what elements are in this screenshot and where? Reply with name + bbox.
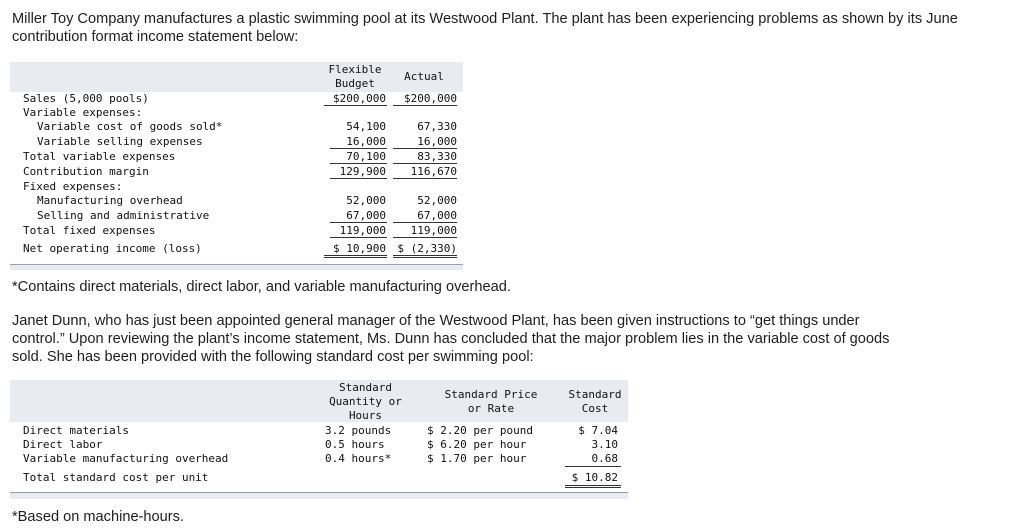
header-flexible-line1: Flexible: [328, 63, 382, 76]
actual-value: 67,330: [417, 120, 457, 133]
row-label: Variable expenses:: [23, 106, 143, 119]
cost-qty: 0.5 hours: [325, 438, 385, 451]
header-cost-line1: Standard: [568, 388, 622, 401]
cost-row-label: Direct labor: [23, 438, 103, 451]
flex-value: 16,000: [346, 135, 386, 148]
actual-value: 116,670: [410, 165, 457, 178]
flex-value: 119,000: [339, 224, 386, 237]
actual-value: 83,330: [417, 150, 457, 163]
row-label: Total variable expenses: [23, 150, 176, 163]
header-flexible-line2: Budget: [335, 77, 375, 90]
actual-value: 16,000: [417, 135, 457, 148]
total-label: Total standard cost per unit: [23, 471, 209, 484]
row-label: Contribution margin: [23, 165, 149, 178]
header-actual: Actual: [404, 70, 444, 83]
cost-value: 3.10: [591, 438, 618, 451]
row-label: Net operating income (loss): [23, 242, 202, 255]
header-cost-line2: Cost: [581, 402, 609, 415]
row-label: Selling and administrative: [37, 209, 210, 222]
row-label: Sales (5,000 pools): [23, 92, 149, 105]
actual-value: 52,000: [417, 194, 457, 207]
footnote-cogs: *Contains direct materials, direct labor, and variable manufacturing overhead.: [12, 279, 511, 295]
actual-value: 67,000: [417, 209, 457, 222]
actual-value: $ (2,330): [397, 242, 457, 255]
cost-qty: 0.4 hours*: [325, 452, 392, 465]
row-label: Manufacturing overhead: [37, 194, 183, 207]
flex-value: 52,000: [346, 194, 386, 207]
flex-value: 70,100: [346, 150, 386, 163]
cost-price: $ 2.20 per pound: [427, 424, 533, 437]
dunn-paragraph: Janet Dunn, who has just been appointed general manager of the Westwood Plant, has been given instructions to “get things under control.” Upon reviewing the plant’s income statement, Ms. Dunn has concluded that the major problem lies in the variable cost of goods sold. She has been provided with the following standard cost per swimming pool:: [12, 313, 890, 365]
flex-value: 129,900: [339, 165, 386, 178]
cost-value: 0.68: [591, 452, 618, 465]
actual-value: 119,000: [410, 224, 457, 237]
row-label: Fixed expenses:: [23, 180, 123, 193]
flex-value: $200,000: [333, 92, 386, 105]
cost-price: $ 6.20 per hour: [427, 438, 527, 451]
actual-value: $200,000: [404, 92, 457, 105]
header-qty-line1: Standard: [339, 381, 392, 394]
cost-row-label: Direct materials: [23, 424, 129, 437]
row-label: Variable selling expenses: [37, 135, 203, 148]
cost-qty: 3.2 pounds: [325, 424, 392, 437]
cost-price: $ 1.70 per hour: [427, 452, 527, 465]
total-value: $ 10.82: [571, 471, 618, 484]
flex-value: 54,100: [346, 120, 386, 133]
header-qty-line3: Hours: [348, 409, 383, 422]
header-qty-line2: Quantity or: [329, 395, 402, 408]
footnote-machine-hours: *Based on machine-hours.: [12, 509, 184, 525]
flex-value: 67,000: [346, 209, 386, 222]
header-price-line1: Standard Price: [444, 388, 538, 401]
cost-value: $ 7.04: [578, 424, 618, 437]
cost-row-label: Variable manufacturing overhead: [23, 452, 229, 465]
header-price-line2: or Rate: [467, 402, 515, 415]
flex-value: $ 10,900: [333, 242, 386, 255]
intro-paragraph: Miller Toy Company manufactures a plastic swimming pool at its Westwood Plant. The plant has been experiencing problems as shown by its June contribution format income statement below:: [12, 11, 958, 45]
row-label: Total fixed expenses: [23, 224, 156, 237]
row-label: Variable cost of goods sold*: [37, 120, 223, 133]
